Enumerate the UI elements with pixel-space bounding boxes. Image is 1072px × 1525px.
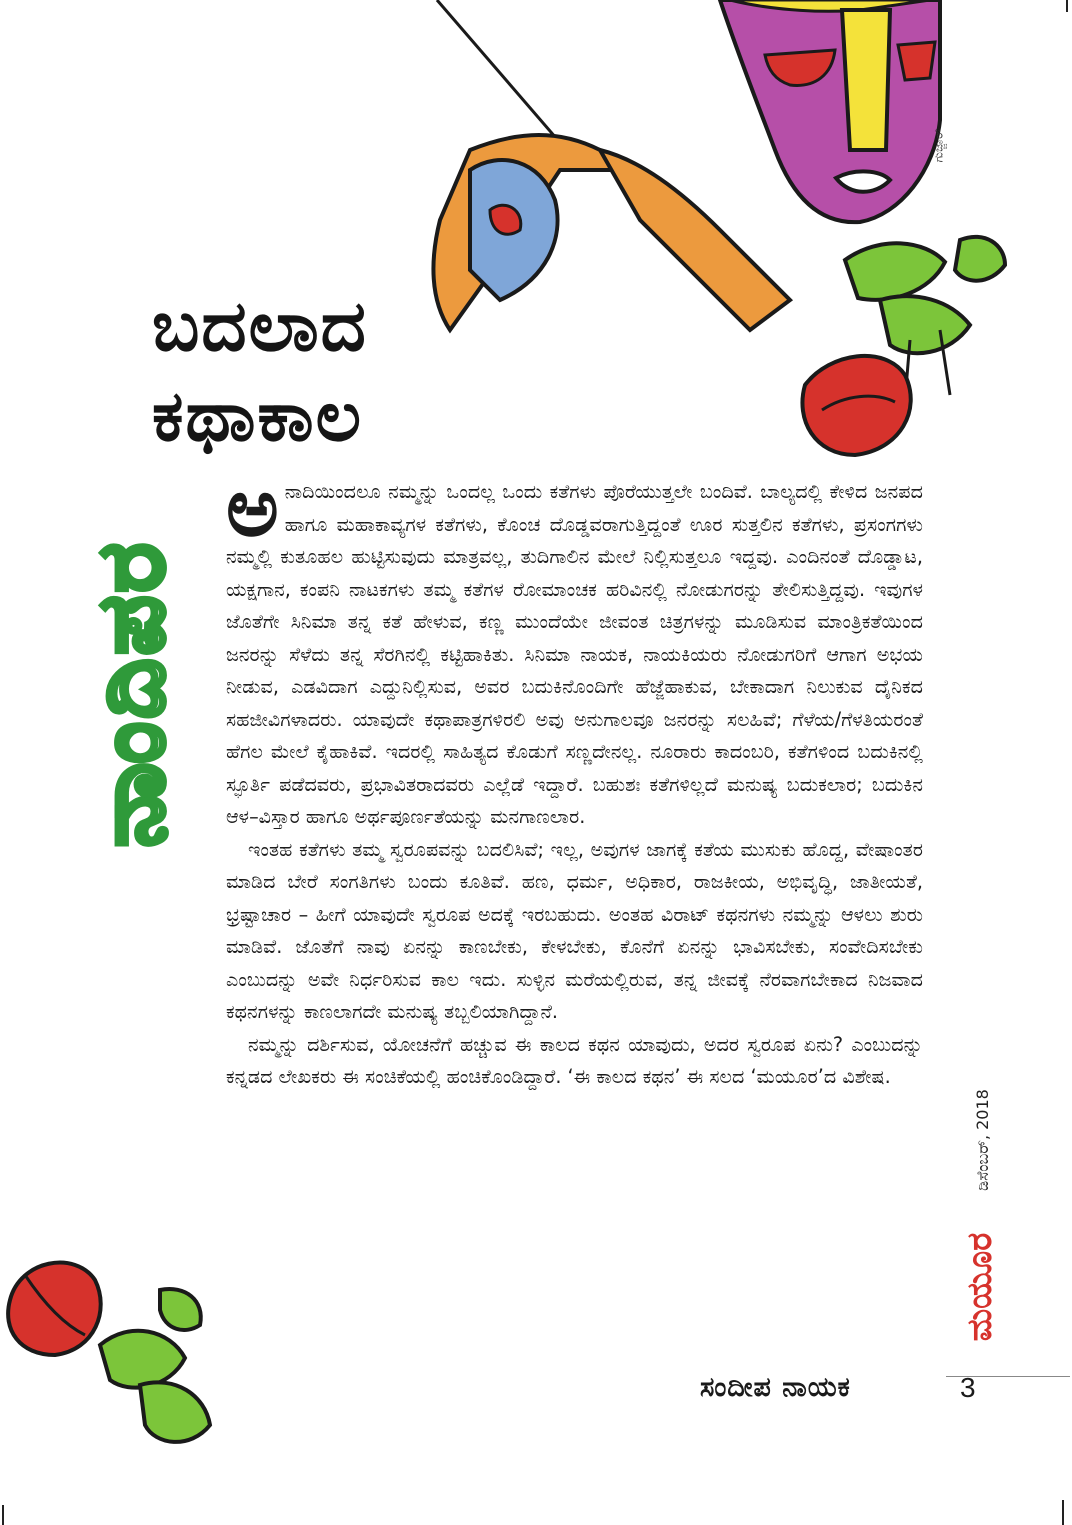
leaf-top-1 bbox=[845, 243, 945, 300]
crop-mark-top-right bbox=[1066, 0, 1068, 12]
red-berry-top bbox=[802, 356, 910, 455]
article-paragraph-3: ನಮ್ಮನ್ನು ದರ್ಶಿಸುವ, ಯೋಚನೆಗೆ ಹಚ್ಚುವ ಈ ಕಾಲದ ಕಥನ ಯಾವುದು, ಅದರ ಸ್ವರೂಪ ಏನು? ಎಂಬುದನ್ನು ಕನ್ನಡದ ಲೇಖಕರು ಈ ಸಂಚಿಕೆಯಲ್ಲಿ ಹಂಚಿಕೊಂಡಿದ್ದಾರೆ. ‘ಈ ಕಾಲದ ಕಥನ’ ಈ ಸಲದ ‘ಮಯೂರ’ದ ವಿಶೇಷ. bbox=[226, 1032, 923, 1088]
magenta-mask bbox=[720, 0, 940, 222]
red-berry-bottom bbox=[8, 1263, 101, 1355]
leaf-bottom-1 bbox=[100, 1331, 185, 1388]
crop-mark-bottom-right bbox=[1062, 1500, 1064, 1525]
article-paragraph-1 bbox=[226, 461, 923, 834]
author-name: ಸಂದೀಪ ನಾಯಕ bbox=[700, 1372, 851, 1403]
crop-mark-bottom-left bbox=[2, 1505, 4, 1525]
magazine-name-text: ಮಯೂರ bbox=[960, 1232, 1000, 1342]
leaf-bottom-2 bbox=[140, 1382, 210, 1442]
drop-cap: ಅ bbox=[226, 461, 279, 554]
issue-date-vertical bbox=[970, 1060, 996, 1220]
mask-nose bbox=[842, 10, 890, 150]
article-title-line-2: ಕಥಾಕಾಲ bbox=[152, 375, 363, 457]
paragraph-1-text: ನಾದಿಯಿಂದಲೂ ನಮ್ಮನ್ನು ಒಂದಲ್ಲ ಒಂದು ಕತೆಗಳು ಪೊರೆಯುತ್ತಲೇ ಬಂದಿವೆ. ಬಾಲ್ಯದಲ್ಲಿ ಕೇಳಿದ ಜನಪದ ಹಾಗೂ ಮಹಾಕಾವ್ಯಗಳ ಕತೆಗಳು, ಕೊಂಚ ದೊಡ್ಡವರಾಗುತ್ತಿದ್ದಂತೆ ಊರ ಸುತ್ತಲಿನ ಕತೆಗಳು, ಪ್ರಸಂಗಗಳು ನಮ್ಮಲ್ಲಿ ಕುತೂಹಲ ಹುಟ್ಟಿಸುವುದು ಮಾತ್ರವಲ್ಲ, ತುದಿಗಾಲಿನ ಮೇಲೆ ನಿಲ್ಲಿಸುತ್ತಲೂ ಇದ್ದವು. ಎಂದಿನಂತೆ ದೊಡ್ಡಾಟ, ಯಕ್ಷಗಾನ, ಕಂಪನಿ ನಾಟಕಗಳು ತಮ್ಮ ಕತೆಗಳ ರೋಮಾಂಚಕ ಹರಿವಿನಲ್ಲಿ ನೋಡುಗರನ್ನು ತೇಲಿಸುತ್ತಿದ್ದವು. ಇವುಗಳ ಜೊತೆಗೇ ಸಿನಿಮಾ ತನ್ನ ಕತೆ ಹೇಳುವ, ಕಣ್ಣ ಮುಂದೆಯೇ ಜೀವಂತ ಚಿತ್ರಗಳನ್ನು ಮೂಡಿಸುವ ಮಾಂತ್ರಿಕತೆಯಿಂದ ಜನರನ್ನು ಸೆಳೆದು ತನ್ನ ಸೆರಗಿನಲ್ಲಿ ಕಟ್ಟಿಹಾಕಿತು. ಸಿನಿಮಾ ನಾಯಕ, ನಾಯಕಿಯರು ನೋಡುಗರಿಗೆ ಆಗಾಗ ಅಭಯ ನೀಡುವ, ಎಡವಿದಾಗ ಎದ್ದುನಿಲ್ಲಿಸುವ, ಅವರ ಬದುಕಿನೊಂದಿಗೇ ಹೆಜ್ಜೆಹಾಕುವ, ಬೇಕಾದಾಗ ನಿಲುಕುವ ದೈನಿಕದ ಸಹಜೀವಿಗಳಾದರು. ಯಾವುದೇ ಕಥಾಪಾತ್ರಗಳಿರಲಿ ಅವು ಅನುಗಾಲವೂ ಜನರನ್ನು ಸಲಹಿವೆ; ಗೆಳೆಯ/ಗೆಳತಿಯರಂತೆ ಹೆಗಲ ಮೇಲೆ ಕೈಹಾಕಿವೆ. ಇದರಲ್ಲಿ ಸಾಹಿತ್ಯದ ಕೊಡುಗೆ ಸಣ್ಣದೇನಲ್ಲ. ನೂರಾರು ಕಾದಂಬರಿ, ಕತೆಗಳಿಂದ ಬದುಕಿನಲ್ಲಿ ಸ್ಫೂರ್ತಿ ಪಡೆದವರು, ಪ್ರಭಾವಿತರಾದವರು ಎಲ್ಲೆಡೆ ಇದ್ದಾರೆ. ಬಹುಶಃ ಕತೆಗಳಿಲ್ಲದೆ ಮನುಷ್ಯ ಬದುಕಲಾರ; ಬದುಕಿನ ಆಳ–ವಿಸ್ತಾರ ಹಾಗೂ ಅರ್ಥಪೂರ್ಣತೆಯನ್ನು ಮನಗಾಣಲಾರ. bbox=[226, 480, 923, 828]
article-title-line-1: ಬದಲಾದ bbox=[152, 285, 368, 367]
blue-face-eye bbox=[490, 205, 521, 234]
magazine-name-vertical bbox=[958, 1222, 1002, 1352]
section-label-vertical bbox=[77, 478, 185, 908]
page-number: 3 bbox=[960, 1372, 976, 1403]
issue-date-text: ಡಿಸೆಂಬರ್, 2018 bbox=[973, 1089, 992, 1191]
leaf-top-3 bbox=[955, 237, 1005, 281]
leaf-top-2 bbox=[880, 296, 970, 353]
article-body bbox=[226, 461, 923, 1094]
orange-scarf-right bbox=[600, 150, 790, 330]
artist-signature: ಗುಜ್ಜಾರ್ bbox=[931, 128, 946, 163]
section-label-text: ನಾಂದಿಪರ bbox=[77, 539, 185, 847]
mask-eye-right bbox=[898, 42, 935, 80]
leaf-bottom-3 bbox=[160, 1289, 201, 1330]
article-paragraph-2: ಇಂತಹ ಕತೆಗಳು ತಮ್ಮ ಸ್ವರೂಪವನ್ನು ಬದಲಿಸಿವೆ; ಇಲ್ಲ, ಅವುಗಳ ಜಾಗಕ್ಕೆ ಕತೆಯ ಮುಸುಕು ಹೊದ್ದ, ವೇಷಾಂತರ ಮಾಡಿದ ಬೇರೆ ಸಂಗತಿಗಳು ಬಂದು ಕೂತಿವೆ. ಹಣ, ಧರ್ಮ, ಅಧಿಕಾರ, ರಾಜಕೀಯ, ಅಭಿವೃದ್ಧಿ, ಜಾತೀಯತೆ, ಭ್ರಷ್ಟಾಚಾರ – ಹೀಗೆ ಯಾವುದೇ ಸ್ವರೂಪ ಅದಕ್ಕೆ ಇರಬಹುದು. ಅಂತಹ ವಿರಾಟ್ ಕಥನಗಳು ನಮ್ಮನ್ನು ಆಳಲು ಶುರು ಮಾಡಿವೆ. ಜೊತೆಗೆ ನಾವು ಏನನ್ನು ಕಾಣಬೇಕು, ಕೇಳಬೇಕು, ಕೊನೆಗೆ ಏನನ್ನು ಭಾವಿಸಬೇಕು, ಸಂವೇದಿಸಬೇಕು ಎಂಬುದನ್ನು ಅವೇ ನಿರ್ಧರಿಸುವ ಕಾಲ ಇದು. ಸುಳ್ಳಿನ ಮರೆಯಲ್ಲಿರುವ, ತನ್ನ ಜೀವಕ್ಕೆ ನೆರವಾಗಬೇಕಾದ ನಿಜವಾದ ಕಥನಗಳನ್ನು ಕಾಣಲಾಗದೇ ಮನುಷ್ಯ ತಬ್ಬಲಿಯಾಗಿದ್ದಾನೆ. bbox=[226, 837, 923, 1023]
